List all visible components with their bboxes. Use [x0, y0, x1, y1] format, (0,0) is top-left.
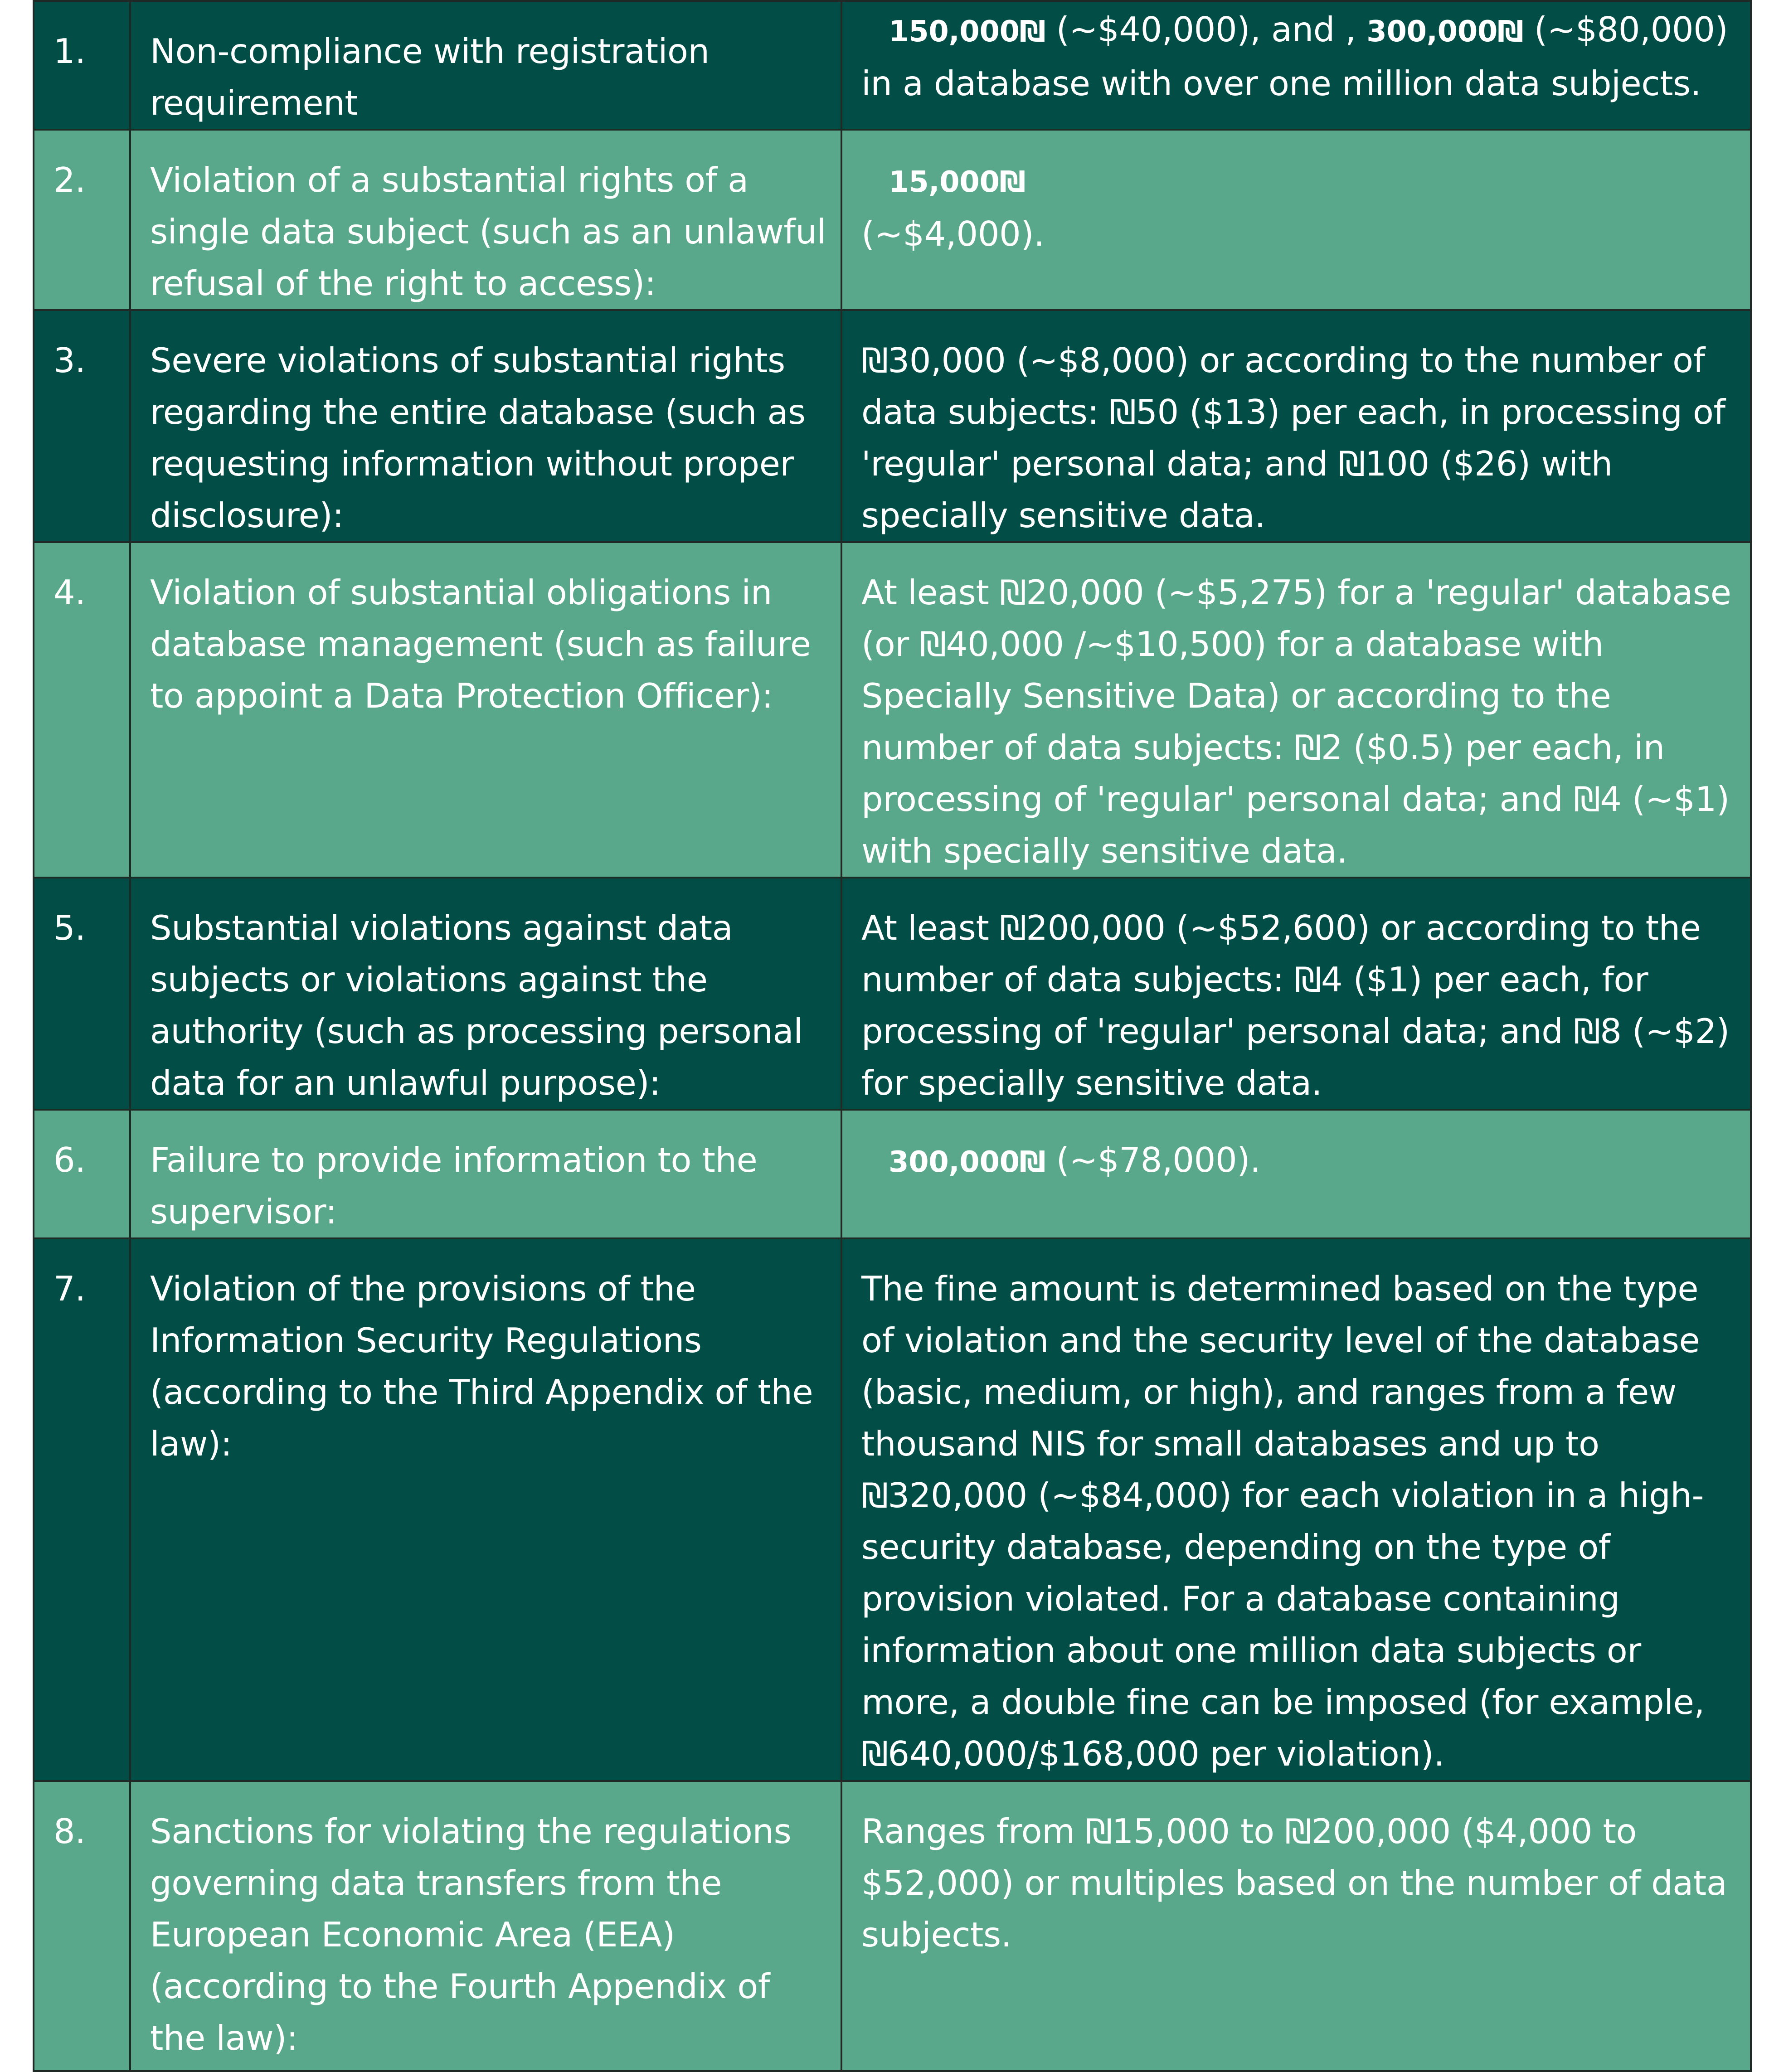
row-number: 8. [34, 1781, 130, 2071]
row-number: 3. [34, 310, 130, 542]
table-row [34, 310, 1751, 542]
fine-text: ₪30,000 (~$8,000) or according to the number of data subjects: ₪50 ($13) per each, in processing of 'regular' personal data; and ₪100 ($26) with specially sensitive data. [841, 310, 1751, 542]
violation-description: Non-compliance with registration requirement [130, 1, 841, 130]
fine-text: Ranges from ₪15,000 to ₪200,000 ($4,000 to $52,000) or multiples based on the number of data subjects. [841, 1781, 1751, 2071]
fine-amount: 150,000₪ [889, 15, 1046, 49]
fine-cell [841, 130, 1751, 310]
table-row [34, 878, 1751, 1110]
fines-table [33, 0, 1752, 2072]
fine-text: (~$80,000) in a database with over one million data subjects. [861, 10, 1728, 103]
row-number: 7. [34, 1238, 130, 1781]
violation-description: Substantial violations against data subjects or violations against the authority (such as processing personal data for an unlawful purpose): [130, 878, 841, 1110]
row-number: 5. [34, 878, 130, 1110]
fine-amount: 300,000₪ [889, 1145, 1046, 1179]
violation-description: Violation of the provisions of the Information Security Regulations (according to the Third Appendix of the law): [130, 1238, 841, 1781]
fine-cell [841, 1, 1751, 130]
table-row [34, 1, 1751, 130]
fine-text: (~$40,000), and , [1056, 10, 1356, 49]
fine-amount: 15,000₪ [889, 165, 1026, 199]
row-number: 2. [34, 130, 130, 310]
fine-amount: 300,000₪ [1366, 15, 1524, 49]
fine-text: (~$78,000). [1056, 1140, 1261, 1180]
table-row [34, 542, 1751, 878]
row-number: 4. [34, 542, 130, 878]
table-row [34, 1110, 1751, 1238]
table-row [34, 130, 1751, 310]
violation-description: Sanctions for violating the regulations governing data transfers from the European Economic Area (EEA) (according to the Fourth Appendix of the law): [130, 1781, 841, 2071]
violation-description: Violation of substantial obligations in database management (such as failure to appoint a Data Protection Officer): [130, 542, 841, 878]
table-row [34, 1238, 1751, 1781]
fine-text: (~$4,000). [861, 214, 1045, 254]
violation-description: Violation of a substantial rights of a single data subject (such as an unlawful refusal of the right to access): [130, 130, 841, 310]
violation-description: Severe violations of substantial rights regarding the entire database (such as requesting information without proper disclosure): [130, 310, 841, 542]
fine-text: At least ₪200,000 (~$52,600) or according to the number of data subjects: ₪4 ($1) per each, for processing of 'regular' personal data; and ₪8 (~$2) for specially sensitive data. [841, 878, 1751, 1110]
violation-description: Failure to provide information to the supervisor: [130, 1110, 841, 1238]
row-number: 6. [34, 1110, 130, 1238]
fine-text: The fine amount is determined based on the type of violation and the security level of the database (basic, medium, or high), and ranges from a few thousand NIS for small databases and up to ₪320,000 (~$84,000) for each violation in a high-security database, depending on the type of provision violated. For a database containing information about one million data subjects or more, a double fine can be imposed (for example, ₪640,000/$168,000 per violation). [841, 1238, 1751, 1781]
table-row [34, 1781, 1751, 2071]
fine-cell [841, 1110, 1751, 1238]
row-number: 1. [34, 1, 130, 130]
fine-text: At least ₪20,000 (~$5,275) for a 'regular' database (or ₪40,000 /~$10,500) for a database with Specially Sensitive Data) or according to the number of data subjects: ₪2 ($0.5) per each, in processing of 'regular' personal data; and ₪4 (~$1) with specially sensitive data. [841, 542, 1751, 878]
